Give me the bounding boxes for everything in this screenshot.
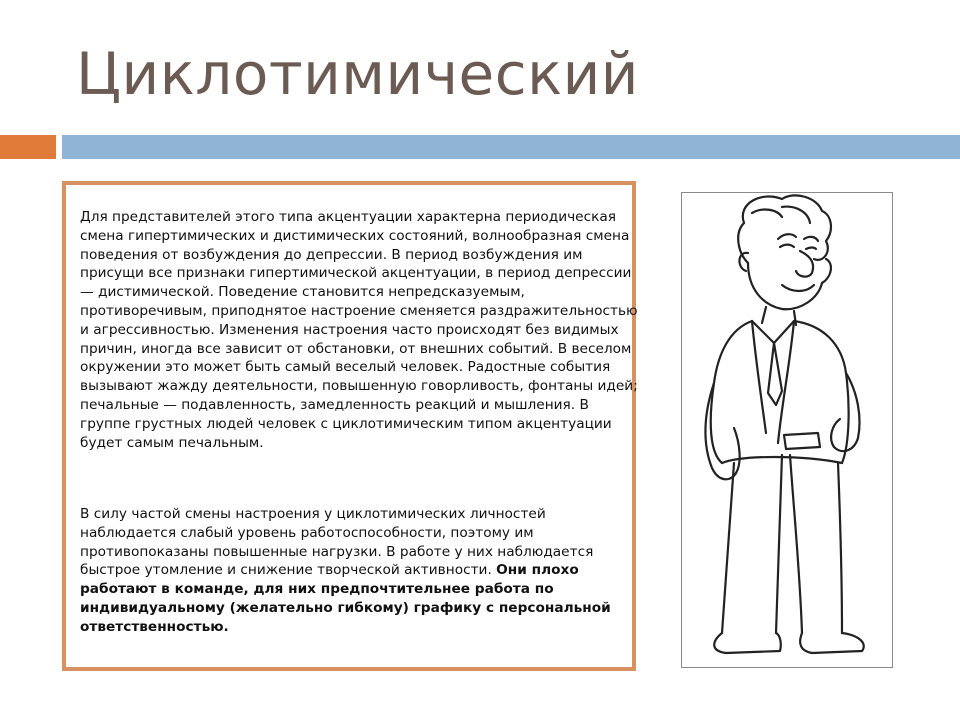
illustration-frame xyxy=(681,192,893,668)
description-box xyxy=(62,181,636,671)
cartoon-man-icon xyxy=(682,193,891,666)
paragraph-2-bold: Они плохо работают в команде, для них предпочтительнее работа по индивидуальному (желательно гибкому) графику с персональной ответственностью. xyxy=(80,562,611,635)
paragraph-2 xyxy=(80,505,640,637)
accent-bar-orange xyxy=(0,135,56,159)
paragraph-2-plain: В силу частой смены настроения у циклотимических личностей наблюдается слабый уровень работоспособности, поэтому им противопоказаны повышенные нагрузки. В работе у них наблюдается быстрое утомление и снижение творческой активности. xyxy=(80,506,594,579)
accent-bar-blue xyxy=(62,135,960,159)
paragraph-1: Для представителей этого типа акцентуации характерна периодическая смена гипертимических и дистимических состояний, волнообразная смена поведения от возбуждения до депрессии. В период возбуждения им присущи все признаки гипертимической акцентуации, в период депрессии — дистимической. Поведение становится непредсказуемым, противоречивым, приподнятое настроение сменяется раздражительностью и агрессивностью. Изменения настроения часто происходят без видимых причин, иногда все зависит от обстановки, от внешних событий. В веселом окружении это может быть самый веселый человек. Радостные события вызывают жажду деятельности, повышенную говорливость, фонтаны идей; печальные — подавленность, замедленность реакций и мышления. В группе грустных людей человек с циклотимическим типом акцентуации будет самым печальным. xyxy=(80,209,638,451)
slide-title: Циклотимический xyxy=(76,40,640,108)
